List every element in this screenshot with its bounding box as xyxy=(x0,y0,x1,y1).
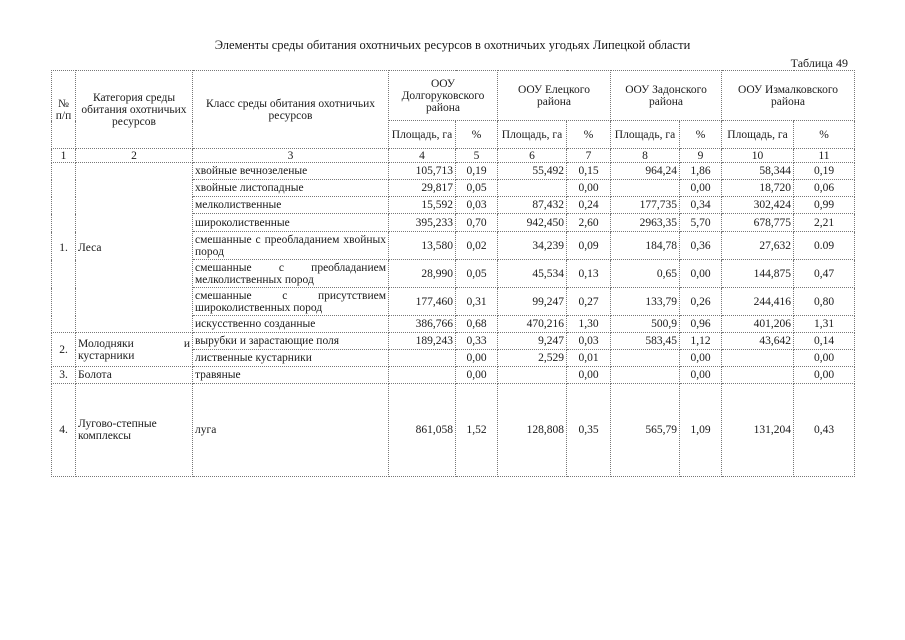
percent-cell: 0,96 xyxy=(680,316,722,333)
header-area: Площадь, га xyxy=(722,121,794,149)
percent-cell: 0,47 xyxy=(794,260,855,288)
area-cell: 401,206 xyxy=(722,316,794,333)
habitat-class-cell: мелколиственные xyxy=(193,197,389,214)
row-number: 4. xyxy=(52,384,76,477)
area-cell: 18,720 xyxy=(722,180,794,197)
percent-cell: 0,31 xyxy=(456,288,498,316)
percent-cell: 0,00 xyxy=(567,367,611,384)
percent-cell: 0,00 xyxy=(680,180,722,197)
category-word: Молодняки xyxy=(78,337,134,350)
area-cell: 27,632 xyxy=(722,232,794,260)
column-number-row xyxy=(52,149,855,163)
area-cell: 565,79 xyxy=(611,384,680,477)
area-cell xyxy=(611,180,680,197)
percent-cell: 0,34 xyxy=(680,197,722,214)
area-cell: 177,735 xyxy=(611,197,680,214)
habitat-class-cell: хвойные листопадные xyxy=(193,180,389,197)
area-cell: 13,580 xyxy=(389,232,456,260)
category-word: и xyxy=(183,337,190,350)
column-number: 4 xyxy=(389,149,456,163)
column-number: 8 xyxy=(611,149,680,163)
area-cell: 133,79 xyxy=(611,288,680,316)
habitat-class-cell: хвойные вечнозеленые xyxy=(193,163,389,180)
percent-cell: 0,14 xyxy=(794,333,855,350)
column-number: 10 xyxy=(722,149,794,163)
percent-cell: 0,80 xyxy=(794,288,855,316)
area-cell: 678,775 xyxy=(722,214,794,232)
percent-cell: 0,00 xyxy=(680,260,722,288)
percent-cell: 1,52 xyxy=(456,384,498,477)
area-cell: 302,424 xyxy=(722,197,794,214)
percent-cell: 0,70 xyxy=(456,214,498,232)
percent-cell: 0,00 xyxy=(456,367,498,384)
area-cell: 28,990 xyxy=(389,260,456,288)
column-number: 7 xyxy=(567,149,611,163)
habitat-class-cell: искусственно созданные xyxy=(193,316,389,333)
area-cell: 583,45 xyxy=(611,333,680,350)
habitat-class-cell: луга xyxy=(193,384,389,477)
percent-cell: 0,33 xyxy=(456,333,498,350)
header-pct: % xyxy=(794,121,855,149)
area-cell: 131,204 xyxy=(722,384,794,477)
area-cell xyxy=(389,350,456,367)
area-cell: 105,713 xyxy=(389,163,456,180)
table-row xyxy=(52,333,855,350)
percent-cell: 1,31 xyxy=(794,316,855,333)
area-cell: 942,450 xyxy=(498,214,567,232)
area-cell xyxy=(498,180,567,197)
area-cell: 395,233 xyxy=(389,214,456,232)
header-unit-elets: ООУ Елецкого района xyxy=(498,71,611,121)
column-number: 11 xyxy=(794,149,855,163)
area-cell: 861,058 xyxy=(389,384,456,477)
header-unit-dolgorukovo: ООУ Долгоруковского района xyxy=(389,71,498,121)
area-cell: 128,808 xyxy=(498,384,567,477)
category-cell xyxy=(76,333,193,367)
row-number: 3. xyxy=(52,367,76,384)
percent-cell: 0,13 xyxy=(567,260,611,288)
header-category: Категория среды обитания охотничьих ресурсов xyxy=(76,71,193,149)
percent-cell: 0,24 xyxy=(567,197,611,214)
percent-cell: 0,00 xyxy=(567,180,611,197)
area-cell xyxy=(389,367,456,384)
percent-cell: 0,03 xyxy=(567,333,611,350)
percent-cell: 0,00 xyxy=(456,350,498,367)
area-cell xyxy=(722,367,794,384)
table-row xyxy=(52,367,855,384)
habitat-class-cell: лиственные кустарники xyxy=(193,350,389,367)
column-number: 1 xyxy=(52,149,76,163)
table-row xyxy=(52,384,855,477)
percent-cell: 0,01 xyxy=(567,350,611,367)
percent-cell: 0,27 xyxy=(567,288,611,316)
area-cell: 43,642 xyxy=(722,333,794,350)
area-cell: 144,875 xyxy=(722,260,794,288)
percent-cell: 0,43 xyxy=(794,384,855,477)
percent-cell: 0,00 xyxy=(794,367,855,384)
area-cell: 55,492 xyxy=(498,163,567,180)
area-cell xyxy=(611,367,680,384)
area-cell: 58,344 xyxy=(722,163,794,180)
header-area: Площадь, га xyxy=(498,121,567,149)
percent-cell: 0,06 xyxy=(794,180,855,197)
percent-cell: 0,05 xyxy=(456,260,498,288)
habitat-table xyxy=(51,70,855,477)
area-cell xyxy=(498,367,567,384)
percent-cell: 0,35 xyxy=(567,384,611,477)
header-unit-zadonsk: ООУ Задонского района xyxy=(611,71,722,121)
area-cell xyxy=(611,350,680,367)
category-word: кустарники xyxy=(78,349,135,362)
percent-cell: 2,21 xyxy=(794,214,855,232)
column-number: 2 xyxy=(76,149,193,163)
table-number: Таблица 49 xyxy=(790,56,848,70)
header-pct: % xyxy=(680,121,722,149)
percent-cell: 0.09 xyxy=(794,232,855,260)
area-cell xyxy=(722,350,794,367)
area-cell: 470,216 xyxy=(498,316,567,333)
area-cell: 2,529 xyxy=(498,350,567,367)
area-cell: 29,817 xyxy=(389,180,456,197)
percent-cell: 0,02 xyxy=(456,232,498,260)
column-number: 6 xyxy=(498,149,567,163)
document-title: Элементы среды обитания охотничьих ресурсов в охотничьих угодьях Липецкой области xyxy=(214,38,691,52)
area-cell: 34,239 xyxy=(498,232,567,260)
percent-cell: 0,19 xyxy=(794,163,855,180)
area-cell: 189,243 xyxy=(389,333,456,350)
column-number: 3 xyxy=(193,149,389,163)
header-num: № п/п xyxy=(52,71,76,149)
row-number: 1. xyxy=(52,163,76,333)
area-cell: 15,592 xyxy=(389,197,456,214)
percent-cell: 0,26 xyxy=(680,288,722,316)
category-cell: Болота xyxy=(76,367,193,384)
habitat-class-cell: смешанные с преобладанием мелколиственных пород xyxy=(193,260,389,288)
percent-cell: 0,99 xyxy=(794,197,855,214)
habitat-class-cell: смешанные с присутствием широколиственных пород xyxy=(193,288,389,316)
percent-cell: 1,86 xyxy=(680,163,722,180)
area-cell: 964,24 xyxy=(611,163,680,180)
percent-cell: 1,12 xyxy=(680,333,722,350)
area-cell: 386,766 xyxy=(389,316,456,333)
area-cell: 9,247 xyxy=(498,333,567,350)
area-cell: 500,9 xyxy=(611,316,680,333)
percent-cell: 0,05 xyxy=(456,180,498,197)
header-pct: % xyxy=(567,121,611,149)
row-number: 2. xyxy=(52,333,76,367)
percent-cell: 0,00 xyxy=(680,367,722,384)
area-cell: 87,432 xyxy=(498,197,567,214)
percent-cell: 1,09 xyxy=(680,384,722,477)
area-cell: 184,78 xyxy=(611,232,680,260)
area-cell: 0,65 xyxy=(611,260,680,288)
header-area: Площадь, га xyxy=(389,121,456,149)
habitat-class-cell: травяные xyxy=(193,367,389,384)
percent-cell: 0,00 xyxy=(794,350,855,367)
percent-cell: 0,00 xyxy=(680,350,722,367)
habitat-class-cell: вырубки и зарастающие поля xyxy=(193,333,389,350)
percent-cell: 0,19 xyxy=(456,163,498,180)
column-number: 5 xyxy=(456,149,498,163)
percent-cell: 5,70 xyxy=(680,214,722,232)
area-cell: 99,247 xyxy=(498,288,567,316)
area-cell: 244,416 xyxy=(722,288,794,316)
percent-cell: 0,36 xyxy=(680,232,722,260)
column-number: 9 xyxy=(680,149,722,163)
percent-cell: 2,60 xyxy=(567,214,611,232)
header-area: Площадь, га xyxy=(611,121,680,149)
area-cell: 177,460 xyxy=(389,288,456,316)
percent-cell: 0,03 xyxy=(456,197,498,214)
header-pct: % xyxy=(456,121,498,149)
percent-cell: 1,30 xyxy=(567,316,611,333)
table-row xyxy=(52,163,855,180)
header-row xyxy=(52,71,855,121)
percent-cell: 0,68 xyxy=(456,316,498,333)
header-unit-izmalkovo: ООУ Измалковского района xyxy=(722,71,855,121)
habitat-class-cell: широколиственные xyxy=(193,214,389,232)
percent-cell: 0,09 xyxy=(567,232,611,260)
area-cell: 45,534 xyxy=(498,260,567,288)
category-cell: Леса xyxy=(76,163,193,333)
area-cell: 2963,35 xyxy=(611,214,680,232)
header-class: Класс среды обитания охотничьих ресурсов xyxy=(193,71,389,149)
category-cell: Лугово-степные комплексы xyxy=(76,384,193,477)
habitat-class-cell: смешанные с преобладанием хвойных пород xyxy=(193,232,389,260)
percent-cell: 0,15 xyxy=(567,163,611,180)
